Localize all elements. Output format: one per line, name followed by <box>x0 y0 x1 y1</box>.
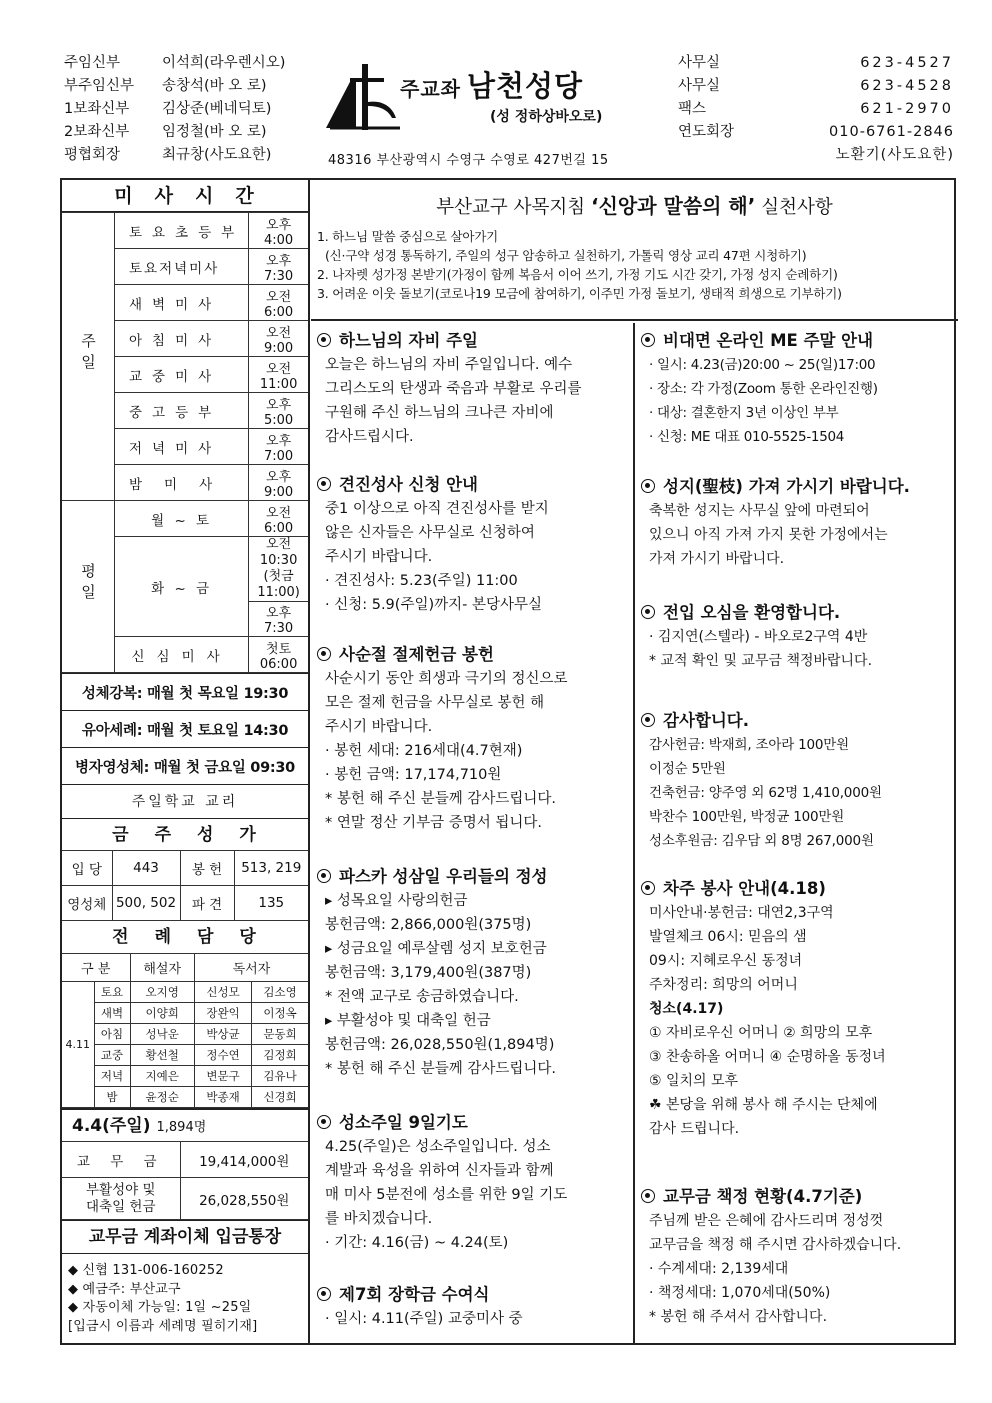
announcement: 하느님의 자비 주일 오늘은 하느님의 자비 주일입니다. 예수 그리스도의 탄생과 죽음과 부활로 우리를 구원해 주신 하느님의 크나큰 자비에 감사드립시다. <box>317 329 633 449</box>
reader: 김소영 <box>252 982 308 1003</box>
announcement: 사순절 절제헌금 봉헌 사순시기 동안 희생과 극기의 정신으로 모은 절제 헌금을 사무실로 봉헌 해 주시기 바랍니다. · 봉헌 세대: 216세대(4.7현재) · 봉헌 금액: 17,174,710원 * 봉헌 해 주신 분들께 감사드립니다. * 연말 정산 기부금 증명서 됩니다. <box>317 643 633 835</box>
bullet-icon <box>317 647 331 661</box>
dues-amount: 19,414,000원 <box>180 1142 308 1178</box>
mass-name: 신심미사 <box>115 637 249 673</box>
notice-item: 3. 어려운 이웃 돌보기(코로나19 모금에 참여하기, 이주민 가정 돌보기, 생태적 희생으로 기부하기) <box>317 286 842 301</box>
clergy-role: 부주임신부 <box>64 78 135 94</box>
bullet-icon <box>317 1287 331 1301</box>
mass-time: 오후 7:00 <box>249 429 308 465</box>
announcements-column-left <box>311 323 635 1345</box>
parish-logo-icon <box>322 56 402 136</box>
mass-name: 화 ~ 금 <box>115 537 249 637</box>
sick-communion-schedule: 병자영성체: 매월 첫 금요일 09:30 <box>62 747 308 784</box>
reader: 문동희 <box>252 1024 308 1045</box>
dues-table <box>62 1141 308 1220</box>
reader: 신경희 <box>252 1087 308 1108</box>
announcement-title: 사순절 절제헌금 봉헌 <box>339 645 494 664</box>
announcement-title: 성지(聖枝) 가져 가시기 바랍니다. <box>663 477 910 496</box>
notice-item: 2. 나자렛 성가정 본받기(가정이 함께 복음서 이어 쓰기, 가정 기도 시간 갖기, 가정 성지 순례하기) <box>317 267 838 282</box>
mass-time: 오전 9:00 <box>249 321 308 357</box>
bullet-icon <box>317 477 331 491</box>
liturgy-table <box>62 953 308 1108</box>
clergy-name: 이석희(라우렌시오) <box>162 55 286 71</box>
account-line: [입금시 이름과 세례명 필히기재] <box>68 1318 258 1334</box>
clergy-name: 임정철(바 오 로) <box>162 124 267 140</box>
hymn-number: 443 <box>112 851 180 886</box>
mass-name: 교중미사 <box>115 357 249 393</box>
bullet-icon <box>641 605 655 619</box>
mass-name: 저녁미사 <box>115 429 249 465</box>
notice-item: 1. 하느님 말씀 중심으로 살아가기 <box>317 229 498 244</box>
mass-time: 첫토 06:00 <box>249 637 308 673</box>
liturgy-mass: 아침 <box>94 1024 130 1045</box>
liturgy-mass: 새벽 <box>94 1003 130 1024</box>
clergy-name: 송창석(바 오 로) <box>162 78 267 94</box>
announcement-title: 비대면 온라인 ME 주말 안내 <box>663 331 874 350</box>
weekday-label: 평일 <box>62 501 115 673</box>
reader: 박상균 <box>194 1024 251 1045</box>
account-line: ◆ 예금주: 부산교구 <box>68 1281 181 1297</box>
liturgy-col-header: 해설자 <box>130 954 194 982</box>
mass-name: 중고등부 <box>115 393 249 429</box>
liturgy-mass: 저녁 <box>94 1066 130 1087</box>
phone-number: 623-4527 <box>860 55 954 71</box>
hymn-label: 영성체 <box>62 886 112 921</box>
mass-time: 오후 4:00 <box>249 213 308 249</box>
announcement-title: 견진성사 신청 안내 <box>339 475 479 494</box>
hymn-number: 500, 502 <box>112 886 180 921</box>
announcement: 성소주일 9일기도 4.25(주일)은 성소주일입니다. 성소 계발과 육성을 위하여 신자들과 함께 매 미사 5분전에 성소를 위한 9일 기도 를 바치겠습니다. · 기간: 4.16(금) ~ 4.24(토) <box>317 1111 633 1255</box>
hymn-label: 파 견 <box>180 886 234 921</box>
contact-list <box>678 52 958 167</box>
bullet-icon <box>641 1189 655 1203</box>
hymn-number: 135 <box>234 886 308 921</box>
mass-time: 오전 6:00 <box>249 501 308 537</box>
reader: 이정옥 <box>252 1003 308 1024</box>
announcement-title: 차주 봉사 안내(4.18) <box>663 879 826 898</box>
parish-address: 48316 부산광역시 수영구 수영로 427번길 15 <box>328 153 609 168</box>
commentator: 오지영 <box>130 982 194 1003</box>
left-sidebar <box>62 180 310 1343</box>
dues-title: 4.4(주일) 1,894명 <box>62 1108 308 1141</box>
reader: 장완익 <box>194 1003 251 1024</box>
mass-time: 오후 7:30 <box>249 249 308 285</box>
bullet-icon <box>317 1115 331 1129</box>
mass-time: 오전 6:00 <box>249 285 308 321</box>
adoration-schedule: 성체강복: 매월 첫 목요일 19:30 <box>62 673 308 710</box>
mass-times-table <box>62 212 308 673</box>
bullet-icon <box>641 881 655 895</box>
mass-time: 오후 5:00 <box>249 393 308 429</box>
account-line: ◆ 자동이체 가능일: 1일 ~25일 <box>68 1300 252 1315</box>
commentator: 윤정순 <box>130 1087 194 1108</box>
mass-name: 토요초등부 <box>115 213 249 249</box>
announcement: 차주 봉사 안내(4.18) 미사안내·봉헌금: 대연2,3구역 발열체크 06시: 믿음의 샘 09시: 지혜로우신 동정녀 주차정리: 희망의 어머니 청소(4.17) ① 자비로우신 어머니 ② 희망의 모후 ③ 찬송하올 어머니 ④ 순명하올 동정녀 ⑤ 일치의 모후 ☘ 본당을 위해 봉사 해 주시는 단체에 감사 드립니다. <box>641 877 955 1141</box>
hymn-label: 입 당 <box>62 851 112 886</box>
bulletin-header <box>60 48 956 172</box>
clergy-role: 2보좌신부 <box>64 124 130 140</box>
hymn-number: 513, 219 <box>234 851 308 886</box>
announcement-title: 교무금 책정 현황(4.7기준) <box>663 1187 863 1206</box>
commentator: 성낙운 <box>130 1024 194 1045</box>
account-title: 교무금 계좌이체 입금통장 <box>62 1220 308 1253</box>
liturgy-col-header: 구 분 <box>62 954 130 982</box>
notice-title: 부산교구 사목지침 ‘신앙과 말씀의 해’ 실천사항 <box>436 194 833 218</box>
parish-name: 주교좌 남천성당 <box>400 69 584 103</box>
phone-number: 623-4528 <box>860 78 954 94</box>
announcement: 비대면 온라인 ME 주말 안내 · 일시: 4.23(금)20:00 ~ 25(일)17:00 · 장소: 각 가정(Zoom 통한 온라인진행) · 대상: 결혼한지 3년 이상인 부부 · 신청: ME 대표 010-5525-1504 <box>641 329 955 449</box>
contact-role: 사무실 <box>678 55 721 71</box>
announcement-title: 하느님의 자비 주일 <box>339 331 479 350</box>
dues-label: 부활성야 및 대축일 헌금 <box>62 1178 180 1220</box>
announcement: 성지(聖枝) 가져 가시기 바랍니다. 축복한 성지는 사무실 앞에 마련되어 있으니 아직 가져 가지 못한 가정에서는 가져 가시기 바랍니다. <box>641 475 955 571</box>
announcement: 제7회 장학금 수여식 · 일시: 4.11(주일) 교중미사 중 <box>317 1283 633 1331</box>
bullet-icon <box>641 479 655 493</box>
mass-name: 월 ~ 토 <box>115 501 249 537</box>
commentator: 이양희 <box>130 1003 194 1024</box>
reader: 박종재 <box>194 1087 251 1108</box>
clergy-name: 최규창(사도요한) <box>162 147 272 163</box>
contact-person: 노환기(사도요한) <box>835 147 954 163</box>
clergy-role: 주임신부 <box>64 55 121 71</box>
parish-patron: (성 정하상바오로) <box>490 109 603 125</box>
infant-baptism-schedule: 유아세례: 매월 첫 토요일 14:30 <box>62 710 308 747</box>
diocese-notice <box>311 180 958 321</box>
clergy-list <box>64 52 324 167</box>
contact-role: 팩스 <box>678 101 707 117</box>
announcement: 견진성사 신청 안내 중1 이상으로 아직 견진성사를 받지 않은 신자들은 사무실로 신청하여 주시기 바랍니다. · 견진성사: 5.23(주일) 11:00 · 신청: 5.9(주일)까지- 본당사무실 <box>317 473 633 617</box>
bullet-icon <box>317 869 331 883</box>
reader: 변문구 <box>194 1066 251 1087</box>
reader: 신성모 <box>194 982 251 1003</box>
bullet-icon <box>641 333 655 347</box>
announcements-column-right <box>637 323 958 1345</box>
liturgy-col-header: 독서자 <box>194 954 308 982</box>
reader: 정수연 <box>194 1045 251 1066</box>
dues-label: 교 무 금 <box>62 1142 180 1178</box>
sunday-label: 주일 <box>62 213 115 501</box>
fax-number: 621-2970 <box>860 101 954 117</box>
contact-role: 사무실 <box>678 78 721 94</box>
mass-name: 밤미사 <box>115 465 249 501</box>
hymns-title: 금주성가 <box>62 818 308 850</box>
announcement: 감사합니다. 감사헌금: 박재희, 조아라 100만원 이정순 5만원 건축헌금: 양주영 외 62명 1,410,000원 박찬수 100만원, 박정균 100만원 성소후원금: 김우담 외 8명 267,000원 <box>641 709 955 853</box>
clergy-role: 1보좌신부 <box>64 101 130 117</box>
announcement: 교무금 책정 현황(4.7기준) 주님께 받은 은혜에 감사드리며 정성껏 교무금을 책정 해 주시면 감사하겠습니다. · 수계세대: 2,139세대 · 책정세대: 1,070세대(50%) * 봉헌 해 주셔서 감사합니다. <box>641 1185 955 1329</box>
announcement-title: 성소주일 9일기도 <box>339 1113 468 1132</box>
bulletin-body <box>60 178 956 1345</box>
reader: 김정희 <box>252 1045 308 1066</box>
announcement: 전입 오심을 환영합니다. · 김지연(스텔라) - 바오로2구역 4반 * 교적 확인 및 교무금 책정바랍니다. <box>641 601 955 673</box>
dues-amount: 26,028,550원 <box>180 1178 308 1220</box>
announcement-title: 파스카 성삼일 우리들의 정성 <box>339 867 548 886</box>
bullet-icon <box>317 333 331 347</box>
mass-name: 새벽미사 <box>115 285 249 321</box>
liturgy-mass: 토요 <box>94 982 130 1003</box>
phone-number: 010-6761-2846 <box>829 124 954 140</box>
clergy-name: 김상준(베네딕토) <box>162 101 272 117</box>
bullet-icon <box>641 713 655 727</box>
hymn-label: 봉 헌 <box>180 851 234 886</box>
hymns-table <box>62 850 308 921</box>
liturgy-date: 4.11 <box>62 982 94 1108</box>
commentator: 지예은 <box>130 1066 194 1087</box>
mass-name: 토요저녁미사 <box>115 249 249 285</box>
announcement: 파스카 성삼일 우리들의 정성 ▸ 성목요일 사랑의헌금 봉헌금액: 2,866,000원(375명) ▸ 성금요일 예루살렘 성지 보호헌금 봉헌금액: 3,179,400원(387명) * 전액 교구로 송금하였습니다. ▸ 부활성야 및 대축일 헌금 봉헌금액: 26,028,550원(1,894명) * 봉헌 해 주신 분들께 감사드립니다. <box>317 865 633 1081</box>
clergy-role: 평협회장 <box>64 147 121 163</box>
notice-list <box>311 227 958 303</box>
announcement-title: 감사합니다. <box>663 711 749 730</box>
announcement-title: 전입 오심을 환영합니다. <box>663 603 841 622</box>
mass-times-title: 미사시간 <box>62 180 308 212</box>
mass-name: 아침미사 <box>115 321 249 357</box>
mass-time: 오후 9:00 <box>249 465 308 501</box>
contact-role: 연도회장 <box>678 124 735 140</box>
reader: 김유나 <box>252 1066 308 1087</box>
notice-item: (신·구약 성경 통독하기, 주일의 성구 암송하고 실천하기, 가톨릭 영상 교리 47편 시청하기) <box>325 248 807 263</box>
account-info <box>62 1253 308 1336</box>
sunday-school-label: 주일학교 교리 <box>62 784 308 818</box>
mass-time: 오전 10:30 (첫금 11:00) <box>249 537 308 602</box>
liturgy-mass: 교중 <box>94 1045 130 1066</box>
liturgy-title: 전례담당 <box>112 927 282 947</box>
announcement-title: 제7회 장학금 수여식 <box>339 1285 490 1304</box>
mass-time: 오후 7:30 <box>249 602 308 637</box>
liturgy-mass: 밤 <box>94 1087 130 1108</box>
commentator: 황선철 <box>130 1045 194 1066</box>
account-line: ◆ 신협 131-006-160252 <box>68 1263 224 1278</box>
mass-time: 오전 11:00 <box>249 357 308 393</box>
